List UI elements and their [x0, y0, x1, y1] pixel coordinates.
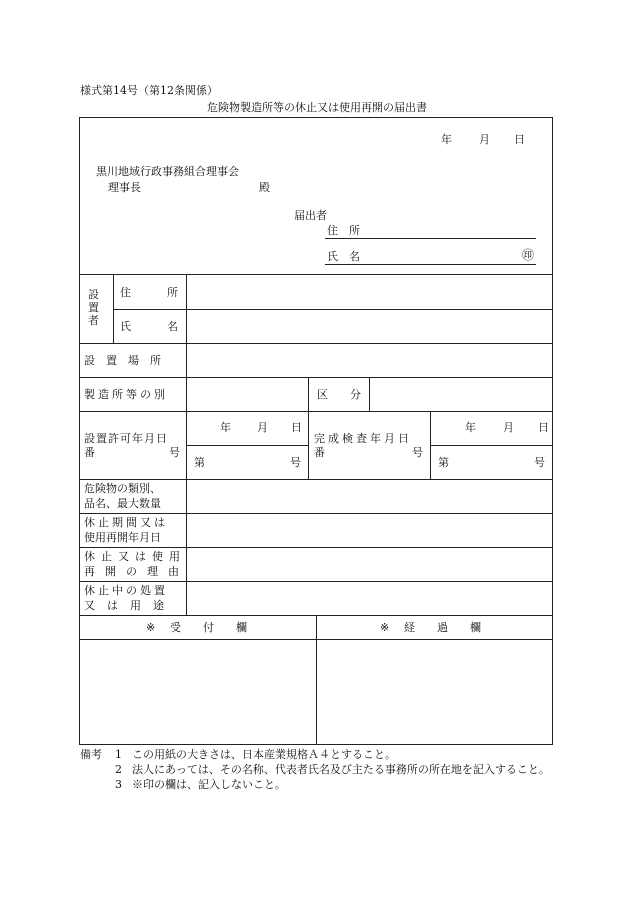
notifier-label: 届出者 [294, 209, 327, 222]
permit-no-char: 番 [84, 446, 95, 459]
addressee-org: 黒川地域行政事務組合理事会 [96, 165, 239, 178]
permit-label-line1: 設置許可年月日 [84, 432, 168, 445]
inspection-day: 日 [538, 421, 549, 434]
hazmat-line1: 危険物の類別、 [84, 482, 161, 495]
hazmat-line2: 品名、最大数量 [84, 497, 161, 510]
installer-name-char: 名 [167, 320, 178, 333]
permit-label-line2 [84, 446, 180, 459]
rule-7 [79, 547, 553, 548]
rule-5 [79, 479, 553, 480]
rule-4 [79, 411, 553, 412]
note-3-num: 3 [115, 778, 122, 791]
rule-installer-mid [113, 309, 553, 310]
col-installer [113, 274, 114, 344]
note-1-num: 1 [115, 748, 122, 761]
suspension-line2: 使用再開年月日 [84, 531, 161, 544]
note-3-text: ※印の欄は、記入しないこと。 [132, 778, 286, 791]
reason-line2: 再開の理由 [84, 565, 189, 578]
inspection-month: 月 [503, 421, 514, 434]
installer-address-char: 住 [120, 286, 131, 299]
reception-label: 受付欄 [170, 621, 269, 634]
rule-2 [79, 343, 553, 344]
permit-year: 年 [220, 421, 231, 434]
col-inspection [430, 411, 431, 480]
location-label: 設置場所 [84, 354, 172, 367]
frame-left [79, 117, 80, 745]
notes-heading: 備考 [80, 748, 102, 761]
reception-mark: ※ [146, 621, 156, 634]
suspension-line1: 休止期間又は [84, 516, 168, 529]
inspection-label-line2 [314, 446, 423, 459]
disposal-line1: 休止中の処置 [84, 584, 168, 597]
note-2-num: 2 [115, 763, 122, 776]
inspection-label-line1: 完成検査年月日 [314, 432, 412, 445]
form-title: 危険物製造所等の休止又は使用再開の届出書 [207, 101, 427, 114]
form-number: 様式第14号（第12条関係） [80, 84, 218, 97]
inspection-no-prefix: 第 [438, 456, 449, 469]
addressee-honorific: 殿 [259, 181, 270, 194]
rule-3 [79, 377, 553, 378]
permit-month: 月 [257, 421, 268, 434]
permit-no-prefix: 第 [194, 456, 205, 469]
installer-address-char: 所 [167, 286, 178, 299]
inspection-no-char: 番 [314, 446, 325, 459]
inspection-no-char: 号 [412, 446, 423, 459]
permit-day: 日 [291, 421, 302, 434]
inspection-no-suffix: 号 [534, 456, 545, 469]
rule-permit-mid [186, 445, 308, 446]
col-mid [308, 377, 309, 480]
seal-mark: ㊞ [522, 248, 535, 262]
date-month: 月 [479, 133, 490, 146]
notifier-address-line [325, 238, 536, 239]
notifier-address-label: 住 所 [327, 224, 360, 237]
progress-label: 経過欄 [404, 621, 503, 634]
rule-6 [79, 513, 553, 514]
reason-line1: 休止又は使用 [84, 550, 186, 563]
installer-label: 設置者 [88, 288, 99, 327]
frame-right [552, 117, 553, 745]
installer-address-label [120, 286, 178, 299]
col-reception [316, 615, 317, 745]
disposal-line2: 又は用途 [84, 599, 176, 612]
rule-1 [79, 274, 553, 275]
addressee-role: 理事長 [108, 181, 141, 194]
installer-name-char: 氏 [120, 320, 131, 333]
rule-inspection-mid [430, 445, 553, 446]
date-day: 日 [514, 133, 525, 146]
progress-mark: ※ [380, 621, 390, 634]
note-2-text: 法人にあっては、その名称、代表者氏名及び主たる事務所の所在地を記入すること。 [132, 763, 550, 776]
division-label: 区分 [317, 388, 383, 401]
facility-type-label: 製造所等の別 [84, 388, 168, 401]
frame-top [79, 117, 553, 118]
date-year: 年 [441, 133, 452, 146]
rule-8 [79, 581, 553, 582]
notifier-name-label: 氏 名 [327, 250, 360, 263]
installer-name-label [120, 320, 178, 333]
note-1-text: この用紙の大きさは、日本産業規格Ａ４とすること。 [132, 748, 396, 761]
notifier-name-line [325, 264, 536, 265]
inspection-year: 年 [465, 421, 476, 434]
permit-no-char: 号 [169, 446, 180, 459]
permit-no-suffix: 号 [290, 456, 301, 469]
